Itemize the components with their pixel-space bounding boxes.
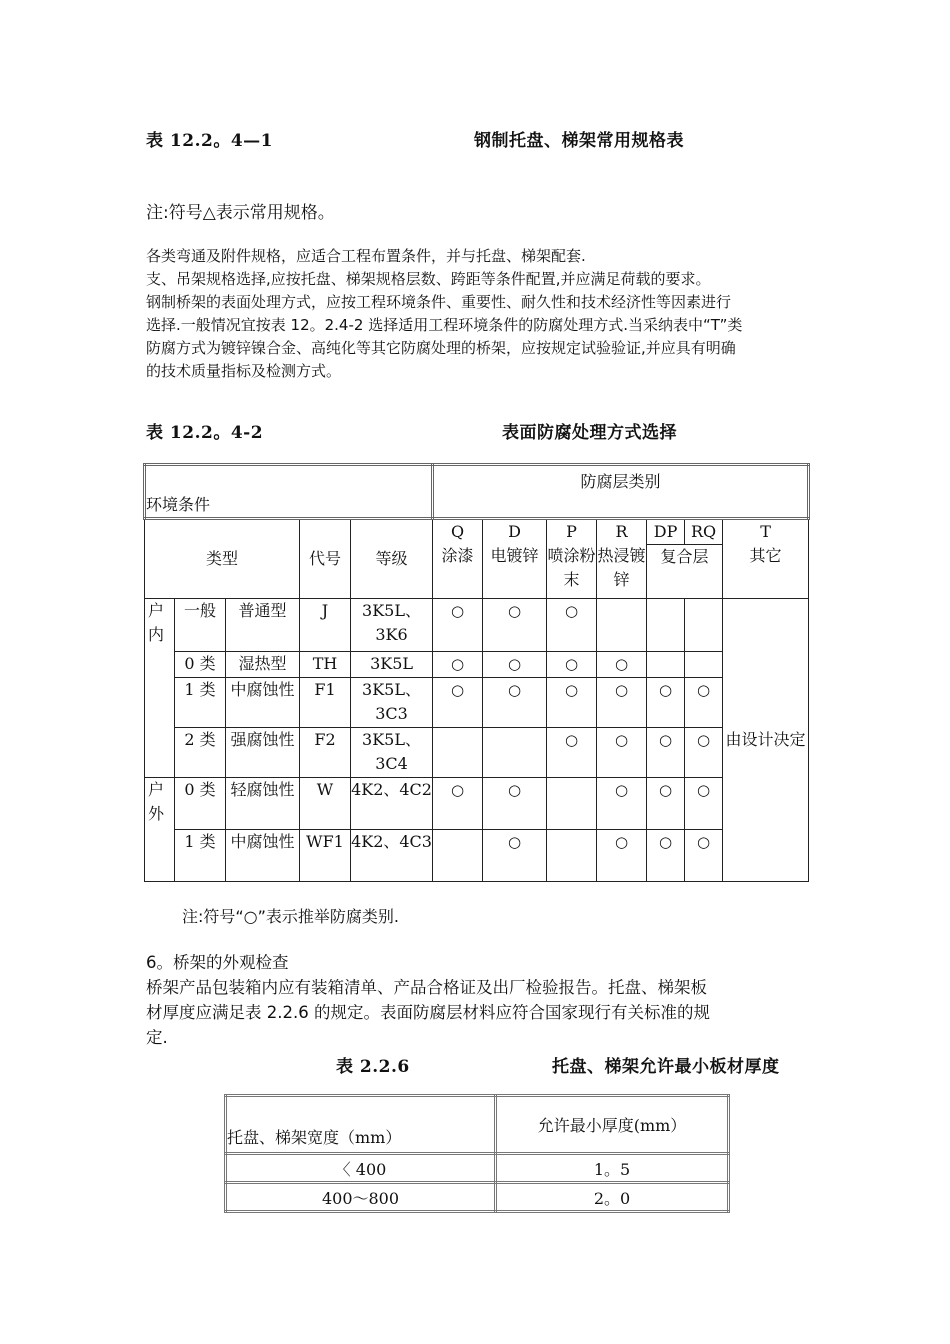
col-d-code: D [508, 522, 521, 541]
table-row [145, 778, 809, 830]
empty-cell [547, 778, 597, 830]
empty-cell [685, 652, 723, 678]
width-value: 400～800 [226, 1183, 496, 1212]
col-t-code: T [760, 522, 771, 541]
mark-p: ○ [547, 678, 597, 728]
col-q-name: 涂漆 [441, 546, 474, 565]
empty-cell [547, 830, 597, 882]
col-d-name: 电镀锌 [490, 546, 539, 565]
section-6 [146, 950, 826, 1050]
row-class: 1 类 [175, 678, 226, 728]
row-code: W [300, 778, 351, 830]
table1-title: 钢制托盘、梯架常用规格表 [474, 131, 684, 151]
paragraph-block [146, 245, 826, 383]
row-code: TH [300, 652, 351, 678]
row-grade: 3K5L [351, 652, 433, 678]
type-header: 类型 [145, 519, 300, 599]
row-grade: 3K5L、3C4 [351, 728, 433, 778]
col-composite [647, 519, 723, 599]
mark-p: ○ [547, 599, 597, 652]
empty-cell [483, 728, 547, 778]
mark-d: ○ [483, 830, 547, 882]
col-r [597, 519, 647, 599]
thickness-value: 1。5 [496, 1154, 729, 1183]
mark-d: ○ [483, 778, 547, 830]
env-header: 环境条件 [146, 495, 211, 514]
table3-number: 表 2.2.6 [336, 1057, 410, 1077]
table-row [145, 678, 809, 728]
section-6-heading: 6。桥架的外观检查 [146, 953, 289, 972]
mark-r: ○ [597, 728, 647, 778]
width-header: 托盘、梯架宽度（mm） [226, 1096, 496, 1154]
col-rq-code: RQ [690, 522, 717, 541]
mark-d: ○ [483, 652, 547, 678]
mark-rq: ○ [685, 678, 723, 728]
row-type: 轻腐蚀性 [226, 778, 300, 830]
mark-q: ○ [433, 778, 483, 830]
mark-rq: ○ [685, 728, 723, 778]
thickness-header: 允许最小厚度(mm） [496, 1096, 729, 1154]
table2-number: 表 12.2。4-2 [146, 423, 264, 443]
row-class: 2 类 [175, 728, 226, 778]
paragraph-line: 支、吊架规格选择,应按托盘、梯架规格层数、跨距等条件配置,并应满足荷载的要求。 [146, 270, 711, 288]
row-class: 0 类 [175, 778, 226, 830]
mark-rq: ○ [685, 778, 723, 830]
row-grade: 4K2、4C2 [351, 778, 433, 830]
empty-cell [597, 599, 647, 652]
col-dp-code: DP [647, 520, 685, 544]
mark-q: ○ [433, 599, 483, 652]
row-grade: 4K2、4C3 [351, 830, 433, 882]
anticorrosion-table [143, 463, 810, 882]
table1-number: 表 12.2。4—1 [146, 131, 273, 151]
mark-r: ○ [597, 678, 647, 728]
row-code: F2 [300, 728, 351, 778]
row-type: 湿热型 [226, 652, 300, 678]
thickness-value: 2。0 [496, 1183, 729, 1212]
table-row [145, 728, 809, 778]
mark-r: ○ [597, 830, 647, 882]
mark-d: ○ [483, 678, 547, 728]
section-6-line: 定. [146, 1028, 168, 1047]
paragraph-line: 防腐方式为镀锌镍合金、高纯化等其它防腐处理的桥架，应按规定试验验证,并应具有明确 [146, 339, 736, 357]
row-grade: 3K5L、3C3 [351, 678, 433, 728]
t-value: 由设计决定 [723, 599, 809, 882]
grade-header: 等级 [351, 519, 433, 599]
note-2: 注:符号“○”表示推举防腐类别. [182, 907, 400, 926]
table-row [226, 1183, 729, 1212]
anti-header-cell [433, 465, 809, 519]
mark-rq: ○ [685, 830, 723, 882]
col-p [547, 519, 597, 599]
table-row [226, 1154, 729, 1183]
row-type: 普通型 [226, 599, 300, 652]
col-t [723, 519, 809, 599]
env-header-cell [145, 465, 433, 519]
mark-dp: ○ [647, 728, 685, 778]
width-value: 〈 400 [226, 1154, 496, 1183]
empty-cell [433, 728, 483, 778]
col-r-name: 热浸镀锌 [597, 546, 646, 589]
section-6-line: 桥架产品包装箱内应有装箱清单、产品合格证及出厂检验报告。托盘、梯架板 [146, 978, 707, 997]
row-code: WF1 [300, 830, 351, 882]
row-class: 0 类 [175, 652, 226, 678]
mark-p: ○ [547, 728, 597, 778]
mark-dp: ○ [647, 678, 685, 728]
empty-cell [647, 599, 685, 652]
mark-q: ○ [433, 652, 483, 678]
row-code: J [300, 599, 351, 652]
col-p-name: 喷涂粉末 [547, 546, 596, 589]
section-6-line: 材厚度应满足表 2.2.6 的规定。表面防腐层材料应符合国家现行有关标准的规 [146, 1003, 710, 1022]
mark-r: ○ [597, 778, 647, 830]
mark-dp: ○ [647, 830, 685, 882]
note-1: 注:符号△表示常用规格。 [146, 203, 335, 223]
paragraph-line: 钢制桥架的表面处理方式，应按工程环境条件、重要性、耐久性和技术经济性等因素进行 [146, 293, 732, 311]
table2-title: 表面防腐处理方式选择 [502, 423, 677, 443]
col-q [433, 519, 483, 599]
empty-cell [685, 599, 723, 652]
paragraph-line: 的技术质量指标及检测方式。 [146, 362, 342, 380]
row-type: 中腐蚀性 [226, 830, 300, 882]
mark-q: ○ [433, 678, 483, 728]
col-p-code: P [566, 522, 577, 541]
paragraph-line: 选择.一般情况宜按表 12。2.4-2 选择适用工程环境条件的防腐处理方式.当采纳表中“T”类 [146, 316, 743, 334]
table-row [145, 830, 809, 882]
indoor-label: 户内 [145, 599, 175, 778]
table-row [145, 652, 809, 678]
col-d [483, 519, 547, 599]
col-r-code: R [615, 522, 628, 541]
row-grade: 3K5L、3K6 [351, 599, 433, 652]
empty-cell [433, 830, 483, 882]
row-class: 一般 [175, 599, 226, 652]
paragraph-line: 各类弯通及附件规格，应适合工程布置条件，并与托盘、梯架配套. [146, 247, 586, 265]
row-class: 1 类 [175, 830, 226, 882]
col-q-code: Q [451, 522, 465, 541]
table3-title: 托盘、梯架允许最小板材厚度 [552, 1057, 780, 1077]
table-row [145, 599, 809, 652]
thickness-table [224, 1094, 730, 1213]
col-t-name: 其它 [749, 546, 782, 565]
row-code: F1 [300, 678, 351, 728]
row-type: 中腐蚀性 [226, 678, 300, 728]
col-composite-name: 复合层 [660, 547, 709, 566]
mark-d: ○ [483, 599, 547, 652]
mark-r: ○ [597, 652, 647, 678]
outdoor-label: 户外 [145, 778, 175, 882]
mark-p: ○ [547, 652, 597, 678]
empty-cell [647, 652, 685, 678]
row-type: 强腐蚀性 [226, 728, 300, 778]
code-header: 代号 [300, 519, 351, 599]
anti-header: 防腐层类别 [580, 472, 661, 491]
mark-dp: ○ [647, 778, 685, 830]
